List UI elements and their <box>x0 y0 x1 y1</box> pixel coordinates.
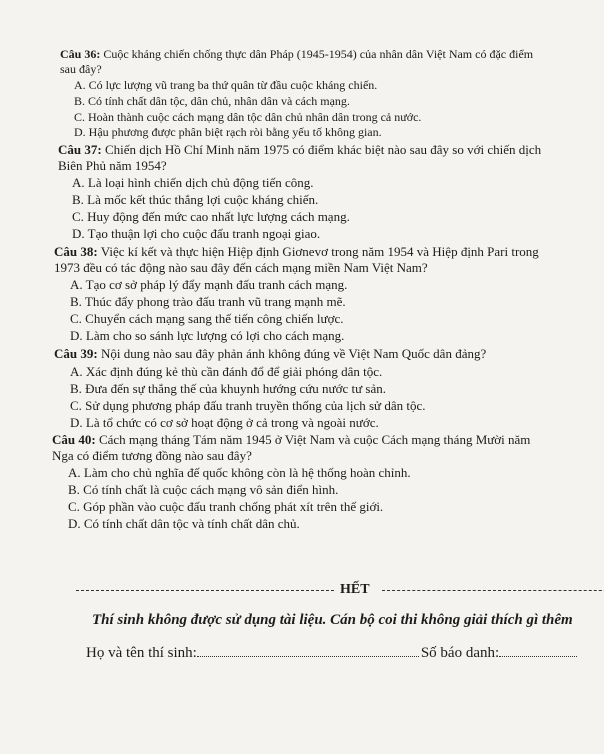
question-40-option-d: D. Có tính chất dân tộc và tính chất dân chủ. <box>68 516 300 531</box>
question-37-option-b: B. Là mốc kết thúc thắng lợi cuộc kháng chiến. <box>72 192 319 207</box>
question-37-label: Câu 37: <box>58 142 102 157</box>
candidate-number-label: Số báo danh: <box>420 645 500 661</box>
question-37-option-d: D. Tạo thuận lợi cho cuộc đấu tranh ngoại giao. <box>72 226 321 241</box>
question-38-option-b: B. Thúc đẩy phong trào đấu tranh vũ trang mạnh mẽ. <box>70 294 346 309</box>
question-36-line1 <box>60 46 533 62</box>
question-37-option-a: A. Là loại hình chiến dịch chủ động tiến công. <box>72 175 314 190</box>
question-40-line1 <box>52 432 530 448</box>
question-40-text: Cách mạng tháng Tám năm 1945 ở Việt Nam và cuộc Cách mạng tháng Mười năm <box>95 432 531 447</box>
question-39-option-a: A. Xác định đúng kẻ thù cần đánh đổ để giải phóng dân tộc. <box>70 364 383 379</box>
question-36-option-b: B. Có tính chất dân tộc, dân chủ, nhân dân và cách mạng. <box>74 94 350 108</box>
question-36-option-c: C. Hoàn thành cuộc cách mạng dân tộc dân chủ nhân dân trong cả nước. <box>74 110 422 124</box>
question-39-option-c: C. Sử dụng phương pháp đấu tranh truyền thống của lịch sử dân tộc. <box>70 398 426 413</box>
question-40-line2: Nga có điểm tương đồng nào sau đây? <box>52 448 252 463</box>
end-marker <box>76 582 604 598</box>
end-label: HẾT <box>340 582 370 597</box>
question-38-label: Câu 38: <box>54 244 98 259</box>
question-39-text: Nội dung nào sau đây phản ánh không đúng về Việt Nam Quốc dân đảng? <box>97 346 487 361</box>
question-38-option-c: C. Chuyển cách mạng sang thế tiến công chiến lược. <box>70 311 344 326</box>
question-39-label: Câu 39: <box>54 346 98 361</box>
question-37-line1 <box>58 142 541 158</box>
candidate-info <box>86 645 577 662</box>
end-divider-left <box>76 590 334 591</box>
question-36-text: Cuộc kháng chiến chống thực dân Pháp (1945-1954) của nhân dân Việt Nam có đặc điểm <box>100 47 534 61</box>
question-38-line2: 1973 đều có tác động nào sau đây đến cách mạng miền Nam Việt Nam? <box>54 260 428 275</box>
question-37-text: Chiến dịch Hồ Chí Minh năm 1975 có điểm khác biệt nào sau đây so với chiến dịch <box>101 142 542 157</box>
question-38-option-d: D. Làm cho so sánh lực lượng có lợi cho cách mạng. <box>70 328 345 343</box>
candidate-name-label: Họ và tên thí sinh: <box>86 645 197 661</box>
question-38-text: Việc kí kết và thực hiện Hiệp định Giơnevơ trong năm 1954 và Hiệp định Pari trong <box>97 244 539 259</box>
question-40-label: Câu 40: <box>52 432 96 447</box>
question-40-option-b: B. Có tính chất là cuộc cách mạng vô sản điển hình. <box>68 482 339 497</box>
question-37-option-c: C. Huy động đến mức cao nhất lực lượng cách mạng. <box>72 209 350 224</box>
question-36-option-d: D. Hậu phương được phân biệt rạch ròi bằng yếu tố không gian. <box>74 125 382 139</box>
question-36-line2: sau đây? <box>60 62 102 76</box>
question-36-label: Câu 36: <box>60 47 101 61</box>
question-37-line2: Biên Phủ năm 1954? <box>58 158 167 173</box>
question-36-option-a: A. Có lực lượng vũ trang ba thứ quân từ đầu cuộc kháng chiến. <box>74 78 378 92</box>
question-39-option-d: D. Là tổ chức có cơ sở hoạt động ở cả trong và ngoài nước. <box>70 415 379 430</box>
end-divider-right <box>382 590 604 591</box>
question-39-option-b: B. Đưa đến sự thắng thế của khuynh hướng cứu nước tư sản. <box>70 381 386 396</box>
question-39-line1 <box>54 346 486 362</box>
question-38-option-a: A. Tạo cơ sở pháp lý đẩy mạnh đấu tranh cách mạng. <box>70 277 348 292</box>
question-40-option-c: C. Góp phần vào cuộc đấu tranh chống phát xít trên thế giới. <box>68 499 384 514</box>
candidate-name-field[interactable] <box>197 656 419 657</box>
exam-note: Thí sinh không được sử dụng tài liệu. Cán bộ coi thi không giải thích gì thêm <box>92 612 573 628</box>
candidate-number-field[interactable] <box>499 656 577 657</box>
question-38-line1 <box>54 244 539 260</box>
question-40-option-a: A. Làm cho chủ nghĩa đế quốc không còn là hệ thống hoàn chỉnh. <box>68 465 411 480</box>
